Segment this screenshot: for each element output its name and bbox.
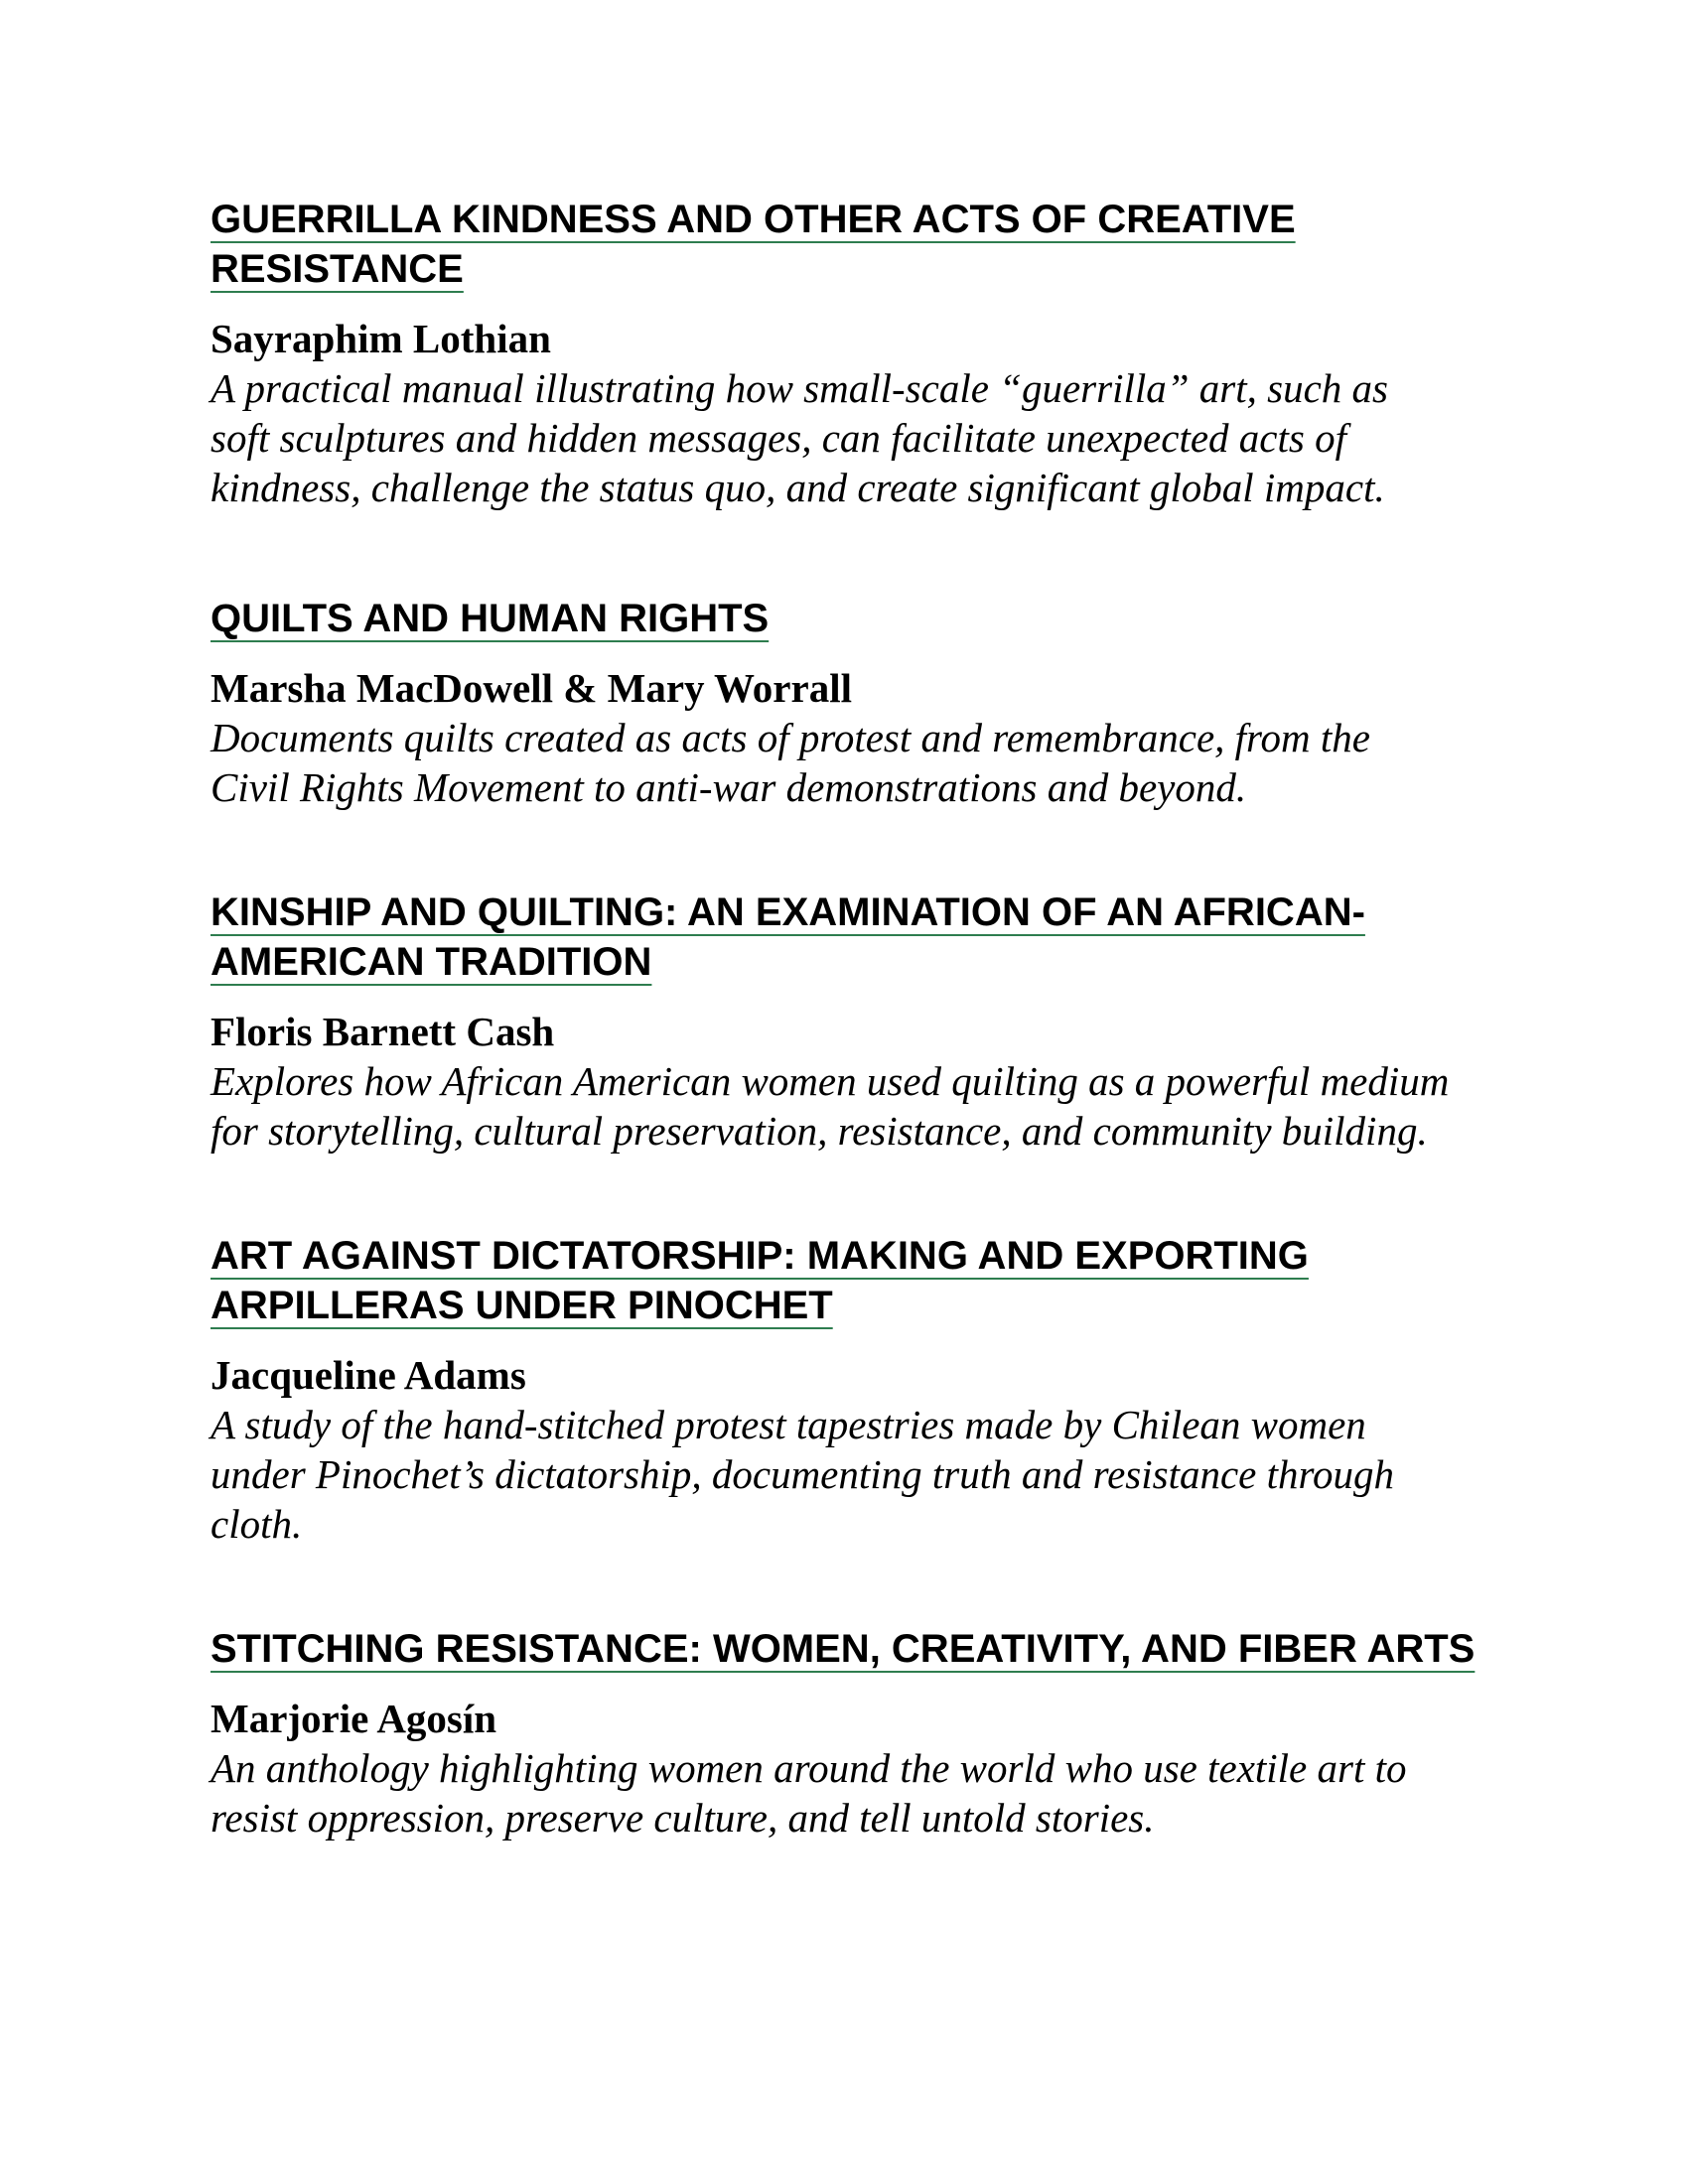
book-title-text: QUILTS AND HUMAN RIGHTS: [211, 597, 770, 640]
book-author: Floris Barnett Cash: [211, 1009, 555, 1054]
book-title: [211, 1624, 1501, 1674]
book-entry: [211, 1231, 1501, 1549]
reading-list: [211, 195, 1501, 1843]
book-title-text: KINSHIP AND QUILTING: AN EXAMINATION OF AN AFRICAN-AMERICAN TRADITION: [211, 890, 1365, 984]
book-author: Marjorie Agosín: [211, 1696, 497, 1741]
book-title: [211, 195, 1501, 294]
book-title-text: GUERRILLA KINDNESS AND OTHER ACTS OF CREATIVE RESISTANCE: [211, 198, 1296, 291]
book-author: Sayraphim Lothian: [211, 316, 551, 361]
book-description: A practical manual illustrating how small-scale “guerrilla” art, such as soft sculptures and hidden messages, can facilitate unexpected acts of kindness, challenge the status quo, and create significant global impact.: [211, 365, 1389, 510]
book-entry: [211, 594, 1501, 812]
book-author: Marsha MacDowell & Mary Worrall: [211, 665, 852, 711]
book-description: An anthology highlighting women around the world who use textile art to resist oppression, preserve culture, and tell untold stories.: [211, 1745, 1407, 1841]
book-entry: [211, 887, 1501, 1156]
book-description: Explores how African American women used quilting as a powerful medium for storytelling, cultural preservation, resistance, and community building.: [211, 1058, 1450, 1154]
book-title: [211, 1231, 1501, 1330]
book-description: A study of the hand-stitched protest tapestries made by Chilean women under Pinochet’s dictatorship, documenting truth and resistance through cloth.: [211, 1402, 1394, 1547]
book-title-text: ART AGAINST DICTATORSHIP: MAKING AND EXPORTING ARPILLERAS UNDER PINOCHET: [211, 1234, 1309, 1327]
book-title-text: STITCHING RESISTANCE: WOMEN, CREATIVITY, AND FIBER ARTS: [211, 1627, 1476, 1671]
book-title: [211, 887, 1501, 987]
book-entry: [211, 195, 1501, 512]
book-title: [211, 594, 1501, 643]
book-entry: [211, 1624, 1501, 1843]
book-description: Documents quilts created as acts of protest and remembrance, from the Civil Rights Movement to anti-war demonstrations and beyond.: [211, 715, 1370, 810]
book-author: Jacqueline Adams: [211, 1352, 526, 1398]
